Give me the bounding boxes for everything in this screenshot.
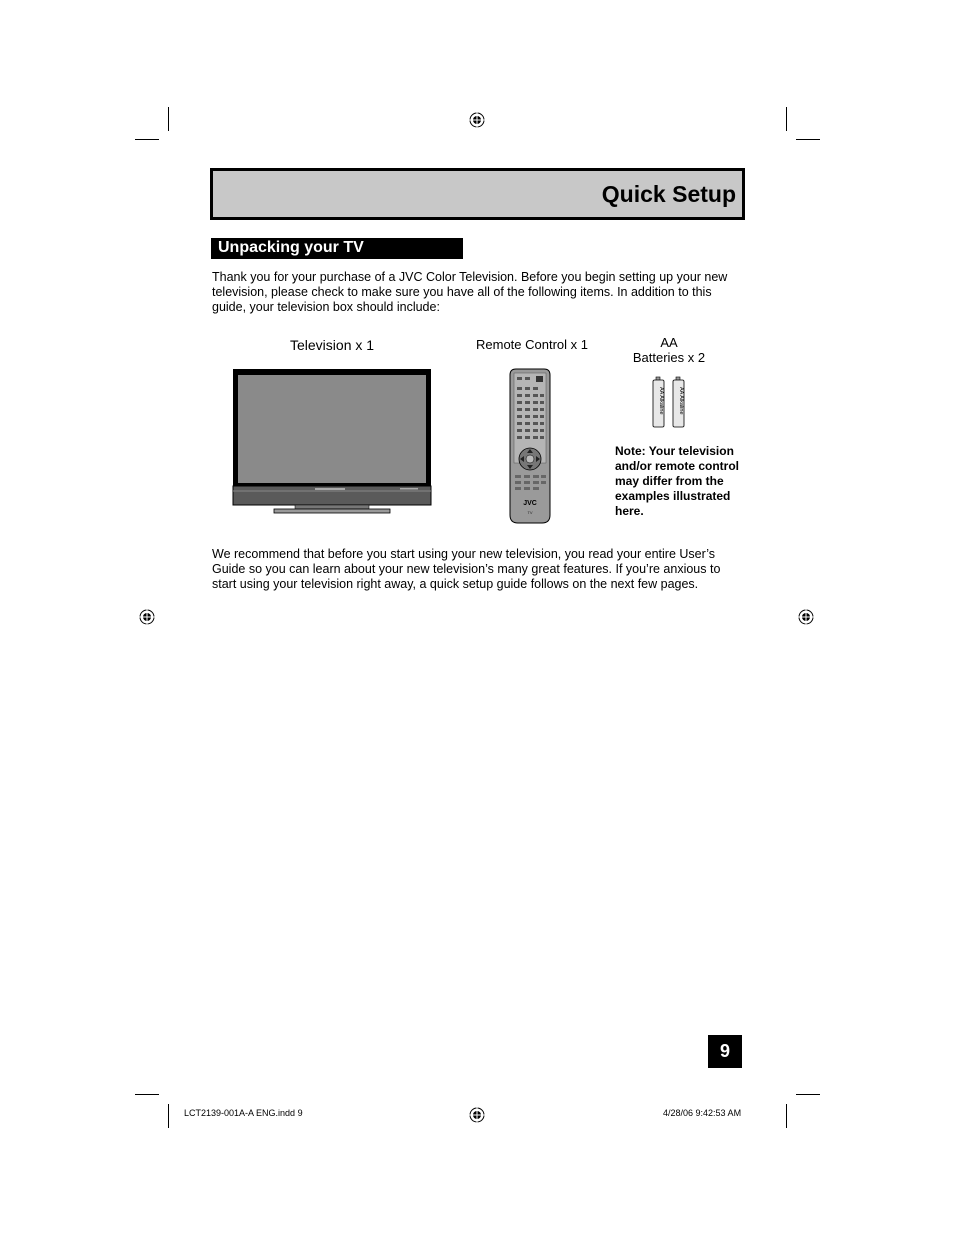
batteries-label-line2: Batteries x 2 — [632, 350, 706, 365]
battery-icon — [653, 377, 664, 427]
crop-mark — [796, 139, 820, 140]
crop-mark — [168, 107, 169, 131]
footer-filename: LCT2139-001A-A ENG.indd 9 — [184, 1108, 303, 1118]
crop-mark — [168, 1104, 169, 1128]
crop-mark — [786, 107, 787, 131]
svg-text:TV: TV — [527, 510, 533, 515]
television-illustration — [230, 367, 434, 515]
batteries-label-line1: AA — [660, 335, 678, 350]
battery-text: AA Alkaline — [678, 387, 684, 415]
registration-mark-icon — [139, 609, 155, 625]
page-number: 9 — [708, 1035, 742, 1068]
note-text: Note: Your television and/or remote control may differ from the examples illustrated here. — [615, 444, 740, 518]
page-title: Quick Setup — [601, 181, 736, 207]
section-title: Unpacking your TV — [218, 239, 364, 256]
crop-mark — [135, 139, 159, 140]
tv-label: Television x 1 — [290, 337, 375, 353]
recommendation-paragraph: We recommend that before you start using your new television, you read your entire User’s Guide so you can learn about your new television’s many great features. If you’re anxious to start using your television right away, a quick setup guide follows on the next few pages. — [212, 547, 721, 591]
registration-mark-icon — [798, 609, 814, 625]
crop-mark — [796, 1094, 820, 1095]
battery-text: AA Alkaline — [658, 387, 664, 415]
footer-timestamp: 4/28/06 9:42:53 AM — [663, 1108, 742, 1118]
battery-icon — [673, 377, 684, 427]
remote-brand-logo: JVC — [523, 500, 537, 507]
remote-control-illustration — [506, 367, 554, 525]
crop-mark — [786, 1104, 787, 1128]
section-heading — [211, 238, 463, 259]
registration-mark-icon — [469, 1107, 485, 1123]
aa-batteries-illustration — [650, 375, 690, 429]
registration-mark-icon — [469, 112, 485, 128]
remote-label: Remote Control x 1 — [476, 337, 588, 352]
crop-mark — [135, 1094, 159, 1095]
page-header — [210, 168, 745, 220]
intro-paragraph: Thank you for your purchase of a JVC Color Television. Before you begin setting up your new television, please check to make sure you have all of the following items. In addition to this guide, your television box should include: — [212, 270, 728, 314]
batteries-label — [620, 335, 718, 365]
